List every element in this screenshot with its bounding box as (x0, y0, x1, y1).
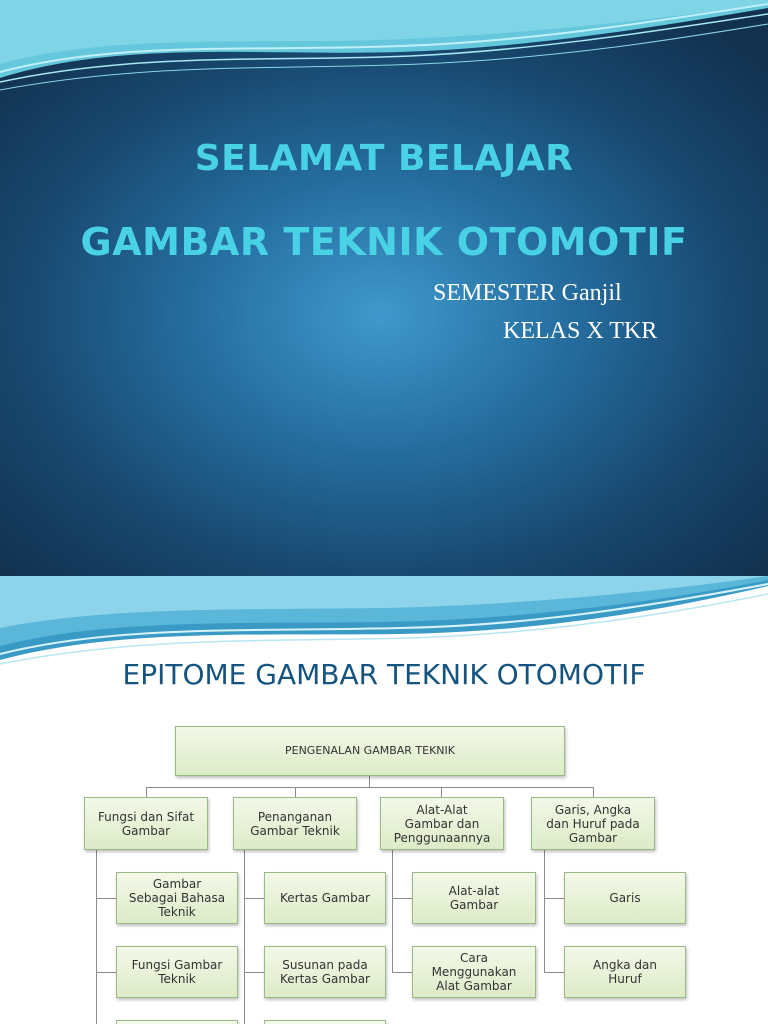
connector-line (544, 850, 545, 972)
leaf-node: Gambar Sebagai Bahasa Teknik (116, 872, 238, 924)
leaf-node: Kertas Gambar (264, 872, 386, 924)
branch-node-garis: Garis, Angka dan Huruf pada Gambar (531, 797, 655, 850)
connector-line (244, 850, 245, 1024)
connector-line (146, 787, 594, 788)
connector-line (441, 787, 442, 797)
leaf-node: Susunan pada Kertas Gambar (264, 946, 386, 998)
leaf-node (116, 1020, 238, 1024)
connector-line (369, 776, 370, 787)
branch-node-alat: Alat-Alat Gambar dan Penggunaannya (380, 797, 504, 850)
subtitle-semester: SEMESTER Ganjil (433, 280, 622, 306)
top-wave-decoration (0, 0, 768, 110)
leaf-node: Alat-alat Gambar (412, 872, 536, 924)
subtitle-kelas: KELAS X TKR (503, 318, 658, 344)
connector-line (146, 787, 147, 797)
connector-line (96, 898, 116, 899)
connector-line (244, 898, 264, 899)
connector-line (96, 972, 116, 973)
slide-title: EPITOME GAMBAR TEKNIK OTOMOTIF (122, 658, 646, 691)
leaf-node: Cara Menggunakan Alat Gambar (412, 946, 536, 998)
epitome-slide (0, 576, 768, 1024)
title-line-2: GAMBAR TEKNIK OTOMOTIF (80, 220, 688, 264)
connector-line (244, 972, 264, 973)
connector-line (96, 850, 97, 1024)
leaf-node (264, 1020, 386, 1024)
connector-line (593, 787, 594, 797)
connector-line (392, 850, 393, 972)
root-node: PENGENALAN GAMBAR TEKNIK (175, 726, 565, 776)
connector-line (544, 898, 564, 899)
concept-diagram (0, 576, 768, 1024)
leaf-node: Garis (564, 872, 686, 924)
branch-node-penanganan: Penanganan Gambar Teknik (233, 797, 357, 850)
branch-node-fungsi: Fungsi dan Sifat Gambar (84, 797, 208, 850)
connector-line (295, 787, 296, 797)
leaf-node: Fungsi Gambar Teknik (116, 946, 238, 998)
connector-line (544, 972, 564, 973)
connector-line (392, 972, 412, 973)
title-line-1: SELAMAT BELAJAR (194, 138, 574, 179)
leaf-node: Angka dan Huruf (564, 946, 686, 998)
connector-line (392, 898, 412, 899)
